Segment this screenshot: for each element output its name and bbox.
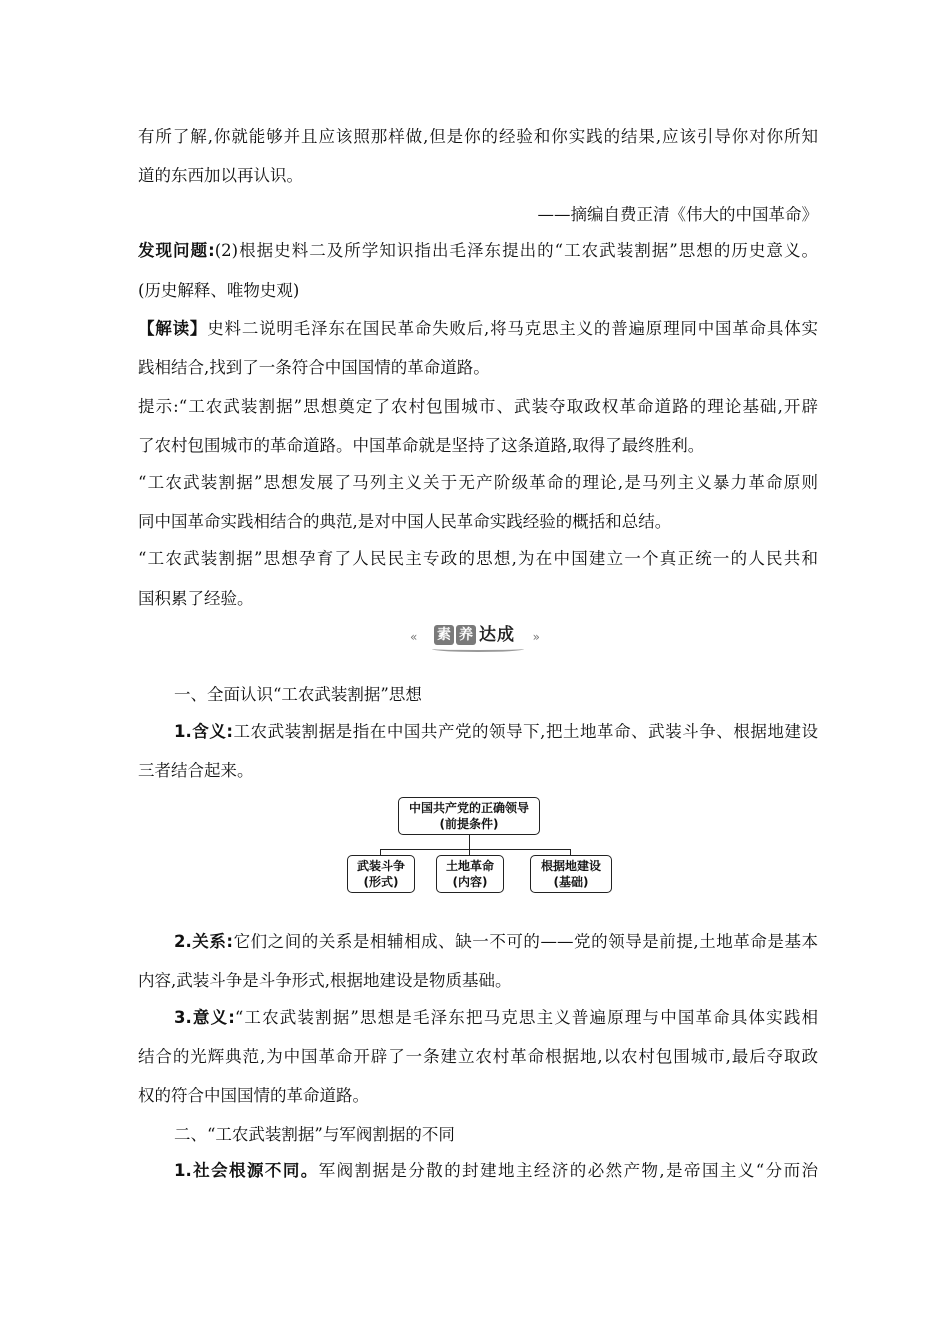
banner-char: 养 xyxy=(456,625,476,645)
reading-line xyxy=(138,318,818,340)
diagram-box-subtitle: (基础) xyxy=(553,875,589,889)
diagram-box-subtitle: (形式) xyxy=(363,875,399,889)
item-text: “工农武装割据”思想是毛泽东把马克思主义普遍原理与中国革命具体实践相 xyxy=(234,1008,818,1027)
item-label: 3.意义: xyxy=(174,1008,235,1027)
banner-swoosh xyxy=(432,646,524,652)
item-label: 1.含义: xyxy=(174,722,233,741)
diagram-box-base-building xyxy=(530,855,612,893)
hint-line: 了农村包围城市的革命道路。中国革命就是坚持了这条道路,取得了最终胜利。 xyxy=(138,436,705,455)
question-line xyxy=(138,240,818,262)
reading-label: 【解读】 xyxy=(138,319,208,338)
item-label: 2.关系: xyxy=(174,932,234,951)
item-line xyxy=(174,1160,818,1182)
question-text: (2)根据史料二及所学知识指出毛泽东提出的“工农武装割据”思想的历史意义。 xyxy=(214,241,818,260)
diagram-box-subtitle: (内容) xyxy=(452,875,488,889)
diagram-box-armed-struggle xyxy=(347,855,415,893)
paragraph-line: 有所了解,你就能够并且应该照那样做,但是你的经验和你实践的结果,应该引导你对你所知 xyxy=(138,127,818,146)
question-line: (历史解释、唯物史观) xyxy=(138,281,300,300)
paragraph-line: 道的东西加以再认识。 xyxy=(138,166,303,185)
hint-line: “工农武装割据”思想孕育了人民民主专政的思想,为在中国建立一个真正统一的人民共和 xyxy=(138,549,818,568)
section-banner xyxy=(410,622,540,652)
diagram-top-box xyxy=(398,797,540,835)
double-chevron-right-icon: » xyxy=(532,630,540,644)
reading-text: 史料二说明毛泽东在国民革命失败后,将马克思主义的普遍原理同中国革命具体实 xyxy=(207,319,819,338)
diagram-box-title: 武装斗争 xyxy=(356,859,405,873)
question-label: 发现问题: xyxy=(138,241,215,260)
connector xyxy=(380,849,571,850)
item-line xyxy=(174,721,818,743)
item-line: 内容,武装斗争是斗争形式,根据地建设是物质基础。 xyxy=(138,971,512,990)
diagram-box-title: 中国共产党的正确领导 xyxy=(408,801,529,815)
item-line xyxy=(174,931,818,953)
item-line xyxy=(174,1007,818,1029)
item-label: 1.社会根源不同。 xyxy=(174,1161,319,1180)
item-line: 结合的光辉典范,为中国革命开辟了一条建立农村革命根据地,以农村包围城市,最后夺取政 xyxy=(138,1047,818,1066)
item-line: 三者结合起来。 xyxy=(138,761,254,780)
section-heading: 二、“工农武装割据”与军阀割据的不同 xyxy=(174,1125,455,1144)
connector xyxy=(469,834,470,849)
item-text: 军阀割据是分散的封建地主经济的必然产物,是帝国主义“分而治 xyxy=(318,1161,819,1180)
reading-line: 践相结合,找到了一条符合中国国情的革命道路。 xyxy=(138,358,490,377)
hint-line: “工农武装割据”思想发展了马列主义关于无产阶级革命的理论,是马列主义暴力革命原则 xyxy=(138,473,818,492)
double-chevron-left-icon: « xyxy=(410,630,418,644)
item-text: 工农武装割据是指在中国共产党的领导下,把土地革命、武装斗争、根据地建设 xyxy=(232,722,818,741)
banner-char: 素 xyxy=(434,625,454,645)
item-text: 它们之间的关系是相辅相成、缺一不可的——党的领导是前提,土地革命是基本 xyxy=(233,932,818,951)
item-line: 权的符合中国国情的革命道路。 xyxy=(138,1086,369,1105)
hint-line: 同中国革命实践相结合的典范,是对中国人民革命实践经验的概括和总结。 xyxy=(138,512,672,531)
diagram-box-title: 根据地建设 xyxy=(540,859,601,873)
diagram-box-subtitle: (前提条件) xyxy=(439,817,499,831)
diagram-box-title: 土地革命 xyxy=(445,859,494,873)
section-heading: 一、全面认识“工农武装割据”思想 xyxy=(174,685,422,704)
banner-text: 达成 xyxy=(479,625,515,645)
citation-source: ——摘编自费正清《伟大的中国革命》 xyxy=(537,205,818,224)
hint-line: 国积累了经验。 xyxy=(138,589,254,608)
diagram-box-land-revolution xyxy=(436,855,504,893)
hint-line: 提示:“工农武装割据”思想奠定了农村包围城市、武装夺取政权革命道路的理论基础,开辟 xyxy=(138,397,818,416)
